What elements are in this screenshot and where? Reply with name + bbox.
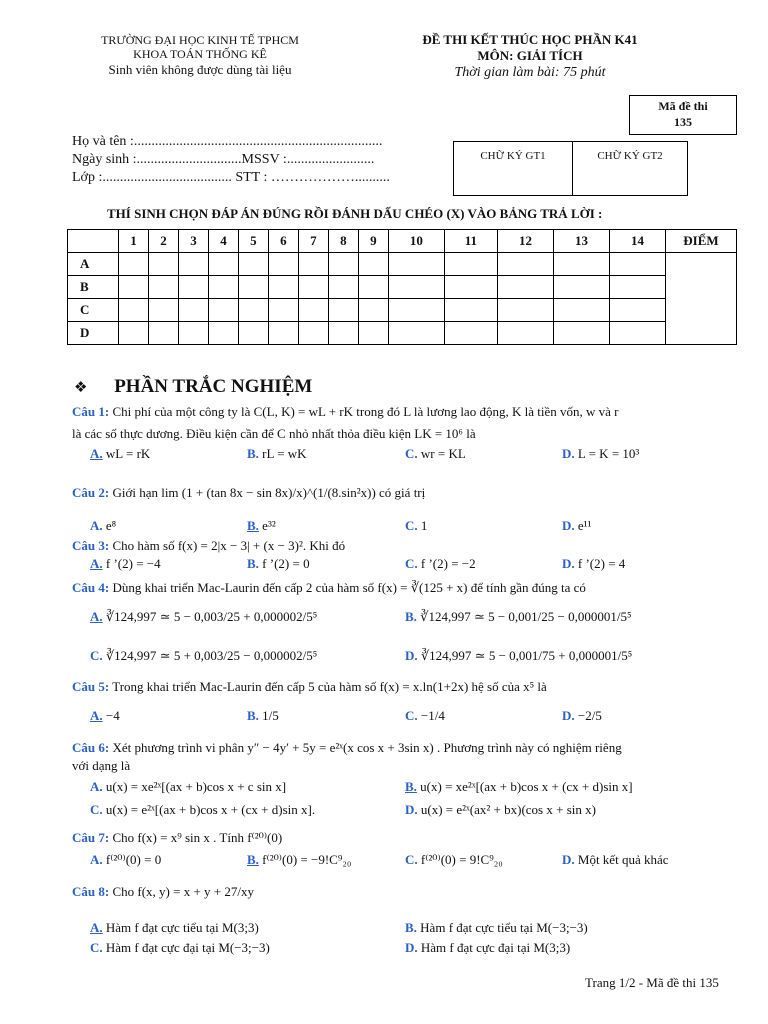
row-label: A <box>68 253 119 276</box>
question-label: Câu 4: <box>72 580 110 595</box>
answer-option[interactable] <box>247 852 351 868</box>
option-letter: A. <box>90 446 103 461</box>
page-footer: Trang 1/2 - Mã đề thi 135 <box>585 975 719 990</box>
answer-cell[interactable] <box>238 253 268 276</box>
answer-cell[interactable] <box>444 253 497 276</box>
exam-header <box>395 32 665 81</box>
answer-option[interactable] <box>405 609 632 625</box>
col-header: 5 <box>238 230 268 253</box>
class-stt-field[interactable]: Lớp :..................................... STT : ……………….......... <box>72 170 390 185</box>
answer-option[interactable] <box>90 802 315 818</box>
exam-subject: MÔN: GIẢI TÍCH <box>477 48 583 63</box>
option-text: −1/4 <box>417 708 445 723</box>
option-text: −2/5 <box>574 708 602 723</box>
col-header: 9 <box>358 230 388 253</box>
answer-cell[interactable] <box>609 322 665 345</box>
col-header: 11 <box>444 230 497 253</box>
answer-option[interactable] <box>405 852 503 868</box>
signature-gt1: CHỮ KÝ GT1 <box>480 150 546 162</box>
answer-option[interactable] <box>562 446 639 462</box>
answer-cell[interactable] <box>328 276 358 299</box>
row-label: D <box>68 322 119 345</box>
answer-cell[interactable] <box>358 276 388 299</box>
question-text: Xét phương trình vi phân y″ − 4y′ + 5y = e²ˣ(x cos x + 3sin x) . Phương trình này có nghiệm riêng <box>109 740 622 755</box>
col-header: 14 <box>609 230 665 253</box>
col-header: 6 <box>268 230 298 253</box>
answer-option[interactable] <box>562 708 602 724</box>
question-text: Chi phí của một công ty là C(L, K) = wL + rK trong đó L là lương lao động, K là tiền vốn, w và r <box>109 404 619 419</box>
answer-option[interactable] <box>405 708 445 724</box>
option-letter: C. <box>90 802 103 817</box>
option-text: ∛124,997 ≃ 5 + 0,003/25 − 0,000002/5⁵ <box>102 648 318 663</box>
option-text: ∛124,997 ≃ 5 − 0,001/25 − 0,000001/5⁵ <box>416 609 632 624</box>
question <box>72 830 282 846</box>
diamond-bullet-icon: ❖ <box>74 378 88 396</box>
option-letter: C. <box>405 518 418 533</box>
option-text: f⁽²⁰⁾(0) = −9!C⁹₂₀ <box>258 852 352 867</box>
answer-cell[interactable] <box>298 299 328 322</box>
exam-code: 135 <box>674 115 692 129</box>
option-letter: A. <box>90 556 103 571</box>
answer-cell[interactable] <box>388 299 444 322</box>
option-text: f⁽²⁰⁾(0) = 0 <box>102 852 162 867</box>
answer-option[interactable] <box>90 779 286 795</box>
question <box>72 884 254 900</box>
answer-option[interactable] <box>90 940 270 956</box>
student-info <box>72 133 390 187</box>
faculty-name: KHOA TOÁN THỐNG KÊ <box>133 47 267 61</box>
answer-cell[interactable] <box>358 253 388 276</box>
answer-option[interactable] <box>405 446 466 462</box>
answer-cell[interactable] <box>497 299 553 322</box>
question-text-line2: là các số thực dương. Điều kiện cần để C nhỏ nhất thỏa điều kiện LK = 10⁶ là <box>72 426 476 441</box>
answer-cell[interactable] <box>119 299 149 322</box>
option-letter: D. <box>562 708 575 723</box>
answer-cell[interactable] <box>178 299 208 322</box>
question-label: Câu 5: <box>72 679 110 694</box>
option-text: 1 <box>417 518 428 533</box>
exam-code-label: Mã đề thi <box>658 99 708 113</box>
option-text: u(x) = e²ˣ[(ax + b)cos x + (cx + d)sin x]. <box>102 802 316 817</box>
option-letter: B. <box>247 556 259 571</box>
option-text: Hàm f đạt cực đại tại M(3;3) <box>417 940 571 955</box>
answer-cell[interactable] <box>553 299 609 322</box>
answer-cell[interactable] <box>553 276 609 299</box>
option-text: Một kết quả khác <box>574 852 669 867</box>
school-name: TRƯỜNG ĐẠI HỌC KINH TẾ TPHCM <box>101 33 299 47</box>
name-field[interactable]: Họ và tên :....................................................................... <box>72 134 383 149</box>
option-letter: D. <box>562 518 575 533</box>
answer-cell[interactable] <box>609 299 665 322</box>
option-text: u(x) = xe²ˣ[(ax + b)cos x + (cx + d)sin x] <box>416 779 633 794</box>
answer-cell[interactable] <box>148 276 178 299</box>
instruction: THÍ SINH CHỌN ĐÁP ÁN ĐÚNG RỒI ĐÁNH DẤU CHÉO (X) VÀO BẢNG TRẢ LỜI : <box>107 206 603 221</box>
answer-cell[interactable] <box>119 322 149 345</box>
col-header: 13 <box>553 230 609 253</box>
option-text: 1/5 <box>258 708 279 723</box>
option-letter: C. <box>90 940 103 955</box>
answer-option[interactable] <box>405 779 633 795</box>
answer-option[interactable] <box>247 446 307 462</box>
answer-cell[interactable] <box>553 322 609 345</box>
answer-cell[interactable] <box>358 322 388 345</box>
question-label: Câu 8: <box>72 884 110 899</box>
option-letter: C. <box>405 556 418 571</box>
option-letter: B. <box>247 852 259 867</box>
row-label: C <box>68 299 119 322</box>
answer-option[interactable] <box>405 940 570 956</box>
option-letter: C. <box>90 648 103 663</box>
question-text: Dùng khai triển Mac-Laurin đến cấp 2 của hàm số f(x) = ∛(125 + x) để tính gần đúng ta có <box>109 580 586 595</box>
signature-gt2: CHỮ KÝ GT2 <box>597 150 663 162</box>
answer-cell[interactable] <box>119 276 149 299</box>
question-label: Câu 3: <box>72 538 110 553</box>
option-text: e³² <box>258 518 276 533</box>
answer-cell[interactable] <box>208 276 238 299</box>
answer-cell[interactable] <box>208 322 238 345</box>
option-text: f ’(2) = 0 <box>258 556 310 571</box>
answer-cell[interactable] <box>238 299 268 322</box>
school-header <box>80 33 320 77</box>
option-text: L = K = 10³ <box>574 446 640 461</box>
option-text: Hàm f đạt cực đại tại M(−3;−3) <box>102 940 270 955</box>
question-label: Câu 1: <box>72 404 110 419</box>
answer-option[interactable] <box>90 518 116 534</box>
answer-cell[interactable] <box>268 253 298 276</box>
answer-cell[interactable] <box>328 253 358 276</box>
answer-option[interactable] <box>562 518 591 534</box>
answer-option[interactable] <box>90 446 150 462</box>
question-text: Cho f(x, y) = x + y + 27/xy <box>109 884 254 899</box>
option-letter: A. <box>90 920 103 935</box>
answer-cell[interactable] <box>148 253 178 276</box>
col-header: 3 <box>178 230 208 253</box>
option-letter: B. <box>405 920 417 935</box>
answer-cell[interactable] <box>298 322 328 345</box>
answer-option[interactable] <box>90 852 161 868</box>
col-header: 7 <box>298 230 328 253</box>
answer-cell[interactable] <box>388 322 444 345</box>
answer-cell[interactable] <box>388 276 444 299</box>
answer-cell[interactable] <box>178 276 208 299</box>
question <box>72 538 345 554</box>
answer-cell[interactable] <box>268 299 298 322</box>
question-label: Câu 6: <box>72 740 110 755</box>
answer-row <box>68 253 737 276</box>
answer-option[interactable] <box>562 556 625 572</box>
answer-option[interactable] <box>562 852 669 868</box>
option-text: Hàm f đạt cực tiểu tại M(3;3) <box>102 920 259 935</box>
signature-box <box>453 141 688 196</box>
answer-option[interactable] <box>405 920 588 936</box>
answer-cell[interactable] <box>609 276 665 299</box>
option-letter: D. <box>405 940 418 955</box>
option-letter: B. <box>405 609 417 624</box>
col-header: 10 <box>388 230 444 253</box>
answer-option[interactable] <box>405 802 596 818</box>
answer-cell[interactable] <box>444 276 497 299</box>
section-header <box>74 376 312 398</box>
question-label: Câu 7: <box>72 830 110 845</box>
answer-cell[interactable] <box>444 322 497 345</box>
question <box>72 580 586 596</box>
option-text: Hàm f đạt cực tiểu tại M(−3;−3) <box>416 920 588 935</box>
question <box>72 485 425 501</box>
col-header: 4 <box>208 230 238 253</box>
option-text: e⁸ <box>102 518 117 533</box>
answer-option[interactable] <box>247 556 310 572</box>
option-letter: A. <box>90 609 103 624</box>
section-title: PHẦN TRẮC NGHIỆM <box>114 376 313 397</box>
answer-cell[interactable] <box>268 322 298 345</box>
exam-code-box <box>629 95 737 135</box>
answer-cell[interactable] <box>553 253 609 276</box>
score-cell <box>666 253 737 345</box>
option-text: rL = wK <box>258 446 307 461</box>
answer-cell[interactable] <box>148 322 178 345</box>
answer-cell[interactable] <box>328 322 358 345</box>
question-text: Trong khai triển Mac-Laurin đến cấp 5 của hàm số f(x) = x.ln(1+2x) hệ số của x⁵ là <box>109 679 547 694</box>
row-label: B <box>68 276 119 299</box>
exam-rule: Sinh viên không được dùng tài liệu <box>108 62 292 77</box>
option-letter: A. <box>90 852 103 867</box>
option-letter: B. <box>247 446 259 461</box>
question-label: Câu 2: <box>72 485 110 500</box>
option-text: e¹¹ <box>574 518 592 533</box>
answer-cell[interactable] <box>497 276 553 299</box>
option-text: f ’(2) = −4 <box>102 556 161 571</box>
answer-table <box>67 229 737 345</box>
option-letter: C. <box>405 708 418 723</box>
answer-cell[interactable] <box>328 299 358 322</box>
option-text: −4 <box>102 708 120 723</box>
answer-table-header <box>68 230 737 253</box>
option-letter: D. <box>562 556 575 571</box>
option-letter: A. <box>90 779 103 794</box>
answer-cell[interactable] <box>497 253 553 276</box>
answer-row <box>68 322 737 345</box>
col-header-score: ĐIỂM <box>666 230 737 253</box>
option-letter: D. <box>405 648 418 663</box>
answer-option[interactable] <box>90 556 161 572</box>
option-text: u(x) = xe²ˣ[(ax + b)cos x + c sin x] <box>102 779 287 794</box>
answer-option[interactable] <box>405 648 632 664</box>
answer-cell[interactable] <box>497 322 553 345</box>
answer-option[interactable] <box>90 648 317 664</box>
dob-mssv-field[interactable]: Ngày sinh :..............................MSSV :......................... <box>72 152 375 167</box>
answer-cell[interactable] <box>444 299 497 322</box>
question <box>72 404 618 420</box>
option-text: u(x) = e²ˣ(ax² + bx)(cos x + sin x) <box>417 802 596 817</box>
answer-cell[interactable] <box>148 299 178 322</box>
option-text: ∛124,997 ≃ 5 − 0,003/25 + 0,000002/5⁵ <box>102 609 318 624</box>
col-header: 8 <box>328 230 358 253</box>
answer-row <box>68 299 737 322</box>
corner-cell <box>68 230 119 253</box>
answer-option[interactable] <box>90 920 259 936</box>
option-letter: B. <box>247 518 259 533</box>
option-letter: C. <box>405 852 418 867</box>
col-header: 2 <box>148 230 178 253</box>
answer-cell[interactable] <box>298 253 328 276</box>
answer-cell[interactable] <box>238 276 268 299</box>
col-header: 1 <box>119 230 149 253</box>
answer-option[interactable] <box>405 556 476 572</box>
col-header: 12 <box>497 230 553 253</box>
answer-cell[interactable] <box>388 253 444 276</box>
question-text: Cho f(x) = x⁹ sin x . Tính f⁽²⁰⁾(0) <box>109 830 283 845</box>
option-letter: C. <box>405 446 418 461</box>
option-text: f⁽²⁰⁾(0) = 9!C⁹₂₀ <box>417 852 503 867</box>
option-letter: D. <box>405 802 418 817</box>
answer-cell[interactable] <box>609 253 665 276</box>
answer-cell[interactable] <box>208 253 238 276</box>
option-letter: D. <box>562 446 575 461</box>
option-letter: D. <box>562 852 575 867</box>
answer-option[interactable] <box>90 609 317 625</box>
question <box>72 740 622 756</box>
answer-cell[interactable] <box>208 299 238 322</box>
answer-row <box>68 276 737 299</box>
answer-cell[interactable] <box>358 299 388 322</box>
answer-cell[interactable] <box>178 253 208 276</box>
option-letter: B. <box>405 779 417 794</box>
answer-cell[interactable] <box>178 322 208 345</box>
option-text: ∛124,997 ≃ 5 − 0,001/75 + 0,000001/5⁵ <box>417 648 633 663</box>
answer-cell[interactable] <box>119 253 149 276</box>
question-text: Cho hàm số f(x) = 2|x − 3| + (x − 3)². Khi đó <box>109 538 346 553</box>
question <box>72 679 547 695</box>
exam-title: ĐỀ THI KẾT THÚC HỌC PHẦN K41 <box>422 32 638 47</box>
question-text-line2: với dạng là <box>72 758 131 773</box>
answer-option[interactable] <box>90 708 120 724</box>
answer-cell[interactable] <box>268 276 298 299</box>
answer-option[interactable] <box>247 518 276 534</box>
option-text: f ’(2) = −2 <box>417 556 476 571</box>
answer-cell[interactable] <box>238 322 268 345</box>
option-letter: B. <box>247 708 259 723</box>
question-text: Giới hạn lim (1 + (tan 8x − sin 8x)/x)^(1/(8.sin²x)) có giá trị <box>109 485 426 500</box>
answer-option[interactable] <box>247 708 279 724</box>
exam-time: Thời gian làm bài: 75 phút <box>454 65 606 80</box>
option-text: f ’(2) = 4 <box>574 556 626 571</box>
answer-option[interactable] <box>405 518 427 534</box>
option-text: wL = rK <box>102 446 151 461</box>
answer-cell[interactable] <box>298 276 328 299</box>
option-letter: A. <box>90 708 103 723</box>
option-text: wr = KL <box>417 446 466 461</box>
option-letter: A. <box>90 518 103 533</box>
